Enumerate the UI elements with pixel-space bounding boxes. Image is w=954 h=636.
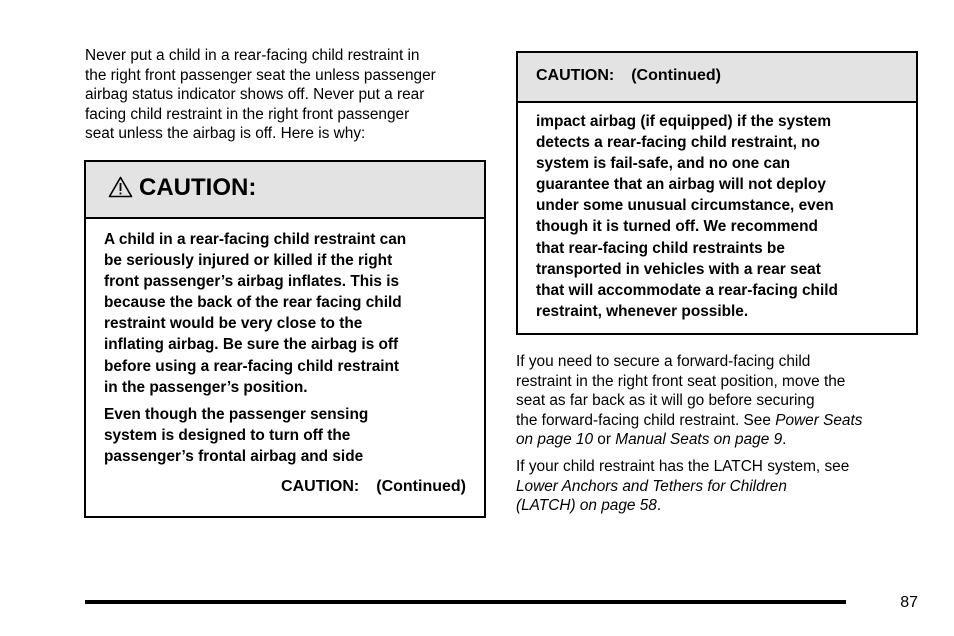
footer-rule — [85, 600, 846, 604]
header-continued-label: (Continued) — [631, 67, 721, 84]
forward-facing-paragraph — [516, 352, 862, 450]
intro-line: seat unless the airbag is off. Here is why: — [85, 125, 366, 143]
continued-line: though it is turned off. We recommend — [536, 218, 818, 236]
paragraph-line: If you need to secure a forward-facing child — [516, 353, 811, 370]
paragraph-line — [516, 411, 862, 431]
caution-line: Even though the passenger sensing — [104, 405, 369, 423]
caution-body — [86, 219, 484, 497]
warning-triangle-icon — [108, 176, 133, 198]
continued-body — [518, 103, 916, 322]
continued-header — [518, 53, 916, 103]
caution-line: restraint would be very close to the — [104, 315, 363, 333]
intro-line: facing child restraint in the right front passenger — [85, 105, 410, 123]
paragraph-line: If your child restraint has the LATCH system, see — [516, 458, 850, 475]
manual-seats-link[interactable]: Manual Seats on page 9 — [615, 431, 783, 449]
paragraph-text: . — [656, 497, 662, 515]
caution-line: system is designed to turn off the — [104, 426, 351, 444]
caution-box — [84, 160, 486, 518]
continued-line: restraint, whenever possible. — [536, 302, 749, 320]
caution-header — [86, 162, 484, 219]
continued-line: system is fail-safe, and no one can — [536, 155, 791, 173]
paragraph-text: . — [782, 431, 787, 449]
paragraph-line — [516, 430, 862, 450]
intro-line: the right front passenger seat the unless passenger — [85, 66, 436, 84]
power-seats-link[interactable]: Power Seats — [775, 411, 863, 429]
power-seats-page-link[interactable]: on page 10 — [516, 431, 594, 449]
paragraph-text: or — [593, 431, 616, 449]
caution-line: before using a rear-facing child restraint — [104, 357, 400, 375]
caution-line: A child in a rear-facing child restraint can — [104, 231, 407, 248]
continued-line: that rear-facing child restraints be — [536, 239, 785, 257]
caution-title — [108, 162, 484, 214]
caution-line: inflating airbag. Be sure the airbag is off — [104, 336, 399, 354]
continued-header-text — [536, 53, 916, 99]
intro-paragraph — [85, 46, 436, 144]
caution-line: in the passenger’s position. — [104, 378, 308, 396]
continued-line: that will accommodate a rear-facing child — [536, 281, 838, 299]
footer-continued-label: (Continued) — [376, 478, 466, 496]
caution-line: be seriously injured or killed if the right — [104, 252, 393, 270]
paragraph-line — [516, 496, 849, 516]
paragraph-line: restraint in the right front seat position, move the — [516, 372, 846, 390]
intro-line: Never put a child in a rear-facing child restraint in — [85, 47, 420, 64]
caution-paragraph-2 — [104, 404, 466, 467]
intro-line: airbag status indicator shows off. Never put a rear — [85, 86, 425, 104]
caution-line: passenger’s frontal airbag and side — [104, 447, 364, 465]
caution-paragraph-1 — [104, 229, 466, 398]
page-number: 87 — [900, 594, 918, 611]
caution-line: because the back of the rear facing child — [104, 294, 402, 312]
latch-link[interactable]: Lower Anchors and Tethers for Children — [516, 477, 787, 495]
latch-page-link[interactable]: (LATCH) on page 58 — [516, 497, 657, 515]
paragraph-text: the forward-facing child restraint. See — [516, 411, 776, 429]
paragraph-line — [516, 477, 849, 497]
continued-caution-box — [516, 51, 918, 335]
continued-line: guarantee that an airbag will not deploy — [536, 176, 826, 194]
continued-line: transported in vehicles with a rear seat — [536, 260, 821, 278]
paragraph-line: seat as far back as it will go before securing — [516, 392, 815, 410]
header-caution-label: CAUTION: — [536, 67, 615, 84]
caution-continued-footer — [104, 477, 466, 497]
continued-line: impact airbag (if equipped) if the system — [536, 113, 832, 130]
continued-line: detects a rear-facing child restraint, no — [536, 134, 820, 152]
caution-line: front passenger’s airbag inflates. This is — [104, 273, 400, 291]
continued-line: under some unusual circumstance, even — [536, 197, 834, 215]
footer-caution-label: CAUTION: — [281, 478, 360, 496]
caution-title-text: CAUTION: — [139, 174, 257, 201]
latch-paragraph — [516, 457, 849, 516]
